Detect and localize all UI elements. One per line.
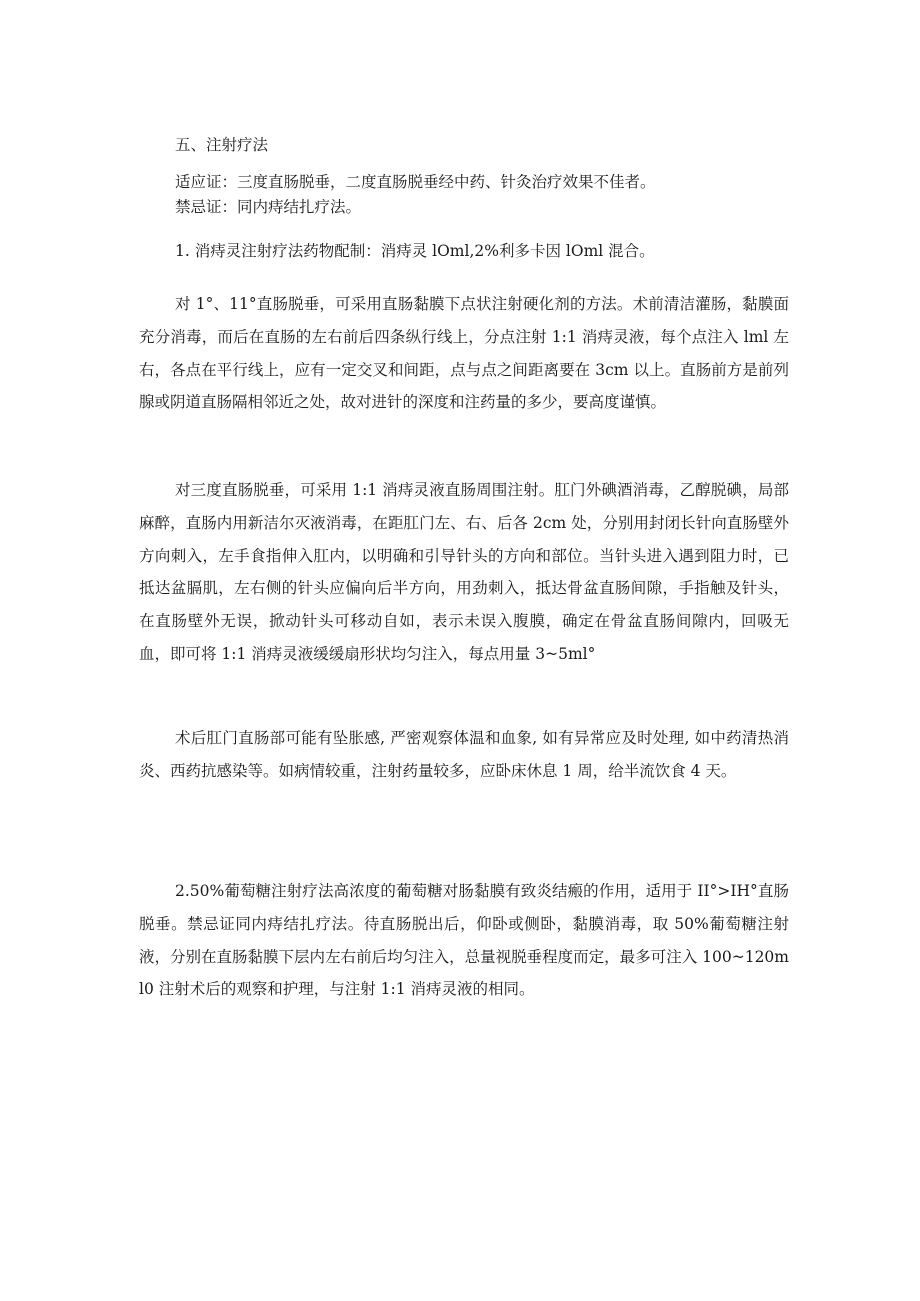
paragraph-3: 术后肛门直肠部可能有坠胀感, 严密观察体温和血象, 如有异常应及时处理, 如中药清热消炎、西药抗感染等。如病情较重，注射药量较多，应卧床休息 1 周，给半流饮食 4 天。	[139, 729, 789, 780]
contraindication-line: 禁忌证：同内痔结扎疗法。	[175, 198, 362, 216]
section-heading: 五、注射疗法	[175, 136, 269, 154]
paragraph-2: 对三度直肠脱垂，可采用 1:1 消痔灵液直肠周围注射。肛门外碘酒消毒，乙醇脱碘，局部麻醉，直肠内用新洁尔灭液消毒，在距肛门左、右、后各 2cm 处，分别用封闭长针向直肠壁外方向刺入，左手食指伸入肛内，以明确和引导针头的方向和部位。当针头进入遇到阻力时，已抵达盆膈肌，左右侧的针头应偏向后半方向，用劲刺入，抵达骨盆直肠间隙，手指触及针头，在直肠壁外无误，掀动针头可移动自如，表示未误入腹膜，确定在骨盆直肠间隙内，回吸无血，即可将 1:1 消痔灵液缓缓扇形状均匀注入，每点用量 3~5ml°	[139, 481, 789, 663]
paragraph-4: 2.50%葡萄糖注射疗法高浓度的葡萄糖对肠黏膜有致炎结瘢的作用，适用于 II°>IH°直肠脱垂。禁忌证同内痔结扎疗法。待直肠脱出后，仰卧或侧卧，黏膜消毒，取 50%葡萄糖注射液，分别在直肠黏膜下层内左右前后均匀注入，总量视脱垂程度而定，最多可注入 100~120ml0 注射术后的观察和护理，与注射 1:1 消痔灵液的相同。	[139, 882, 789, 999]
paragraph-1: 对 1°、11°直肠脱垂，可采用直肠黏膜下点状注射硬化剂的方法。术前清洁灌肠，黏膜面充分消毒，而后在直肠的左右前后四条纵行线上，分点注射 1:1 消痔灵液，每个点注入 lml 左右，各点在平行线上，应有一定交叉和间距，点与点之间距离要在 3cm 以上。直肠前方是前列腺或阴道直肠隔相邻近之处，故对进针的深度和注药量的多少，要高度谨慎。	[139, 295, 789, 412]
item-1-preparation: 1. 消痔灵注射疗法药物配制：消痔灵 lOml,2%利多卡因 lOml 混合。	[175, 242, 655, 260]
indication-line: 适应证：三度直肠脱垂，二度直肠脱垂经中药、针灸治疗效果不佳者。	[175, 173, 656, 191]
